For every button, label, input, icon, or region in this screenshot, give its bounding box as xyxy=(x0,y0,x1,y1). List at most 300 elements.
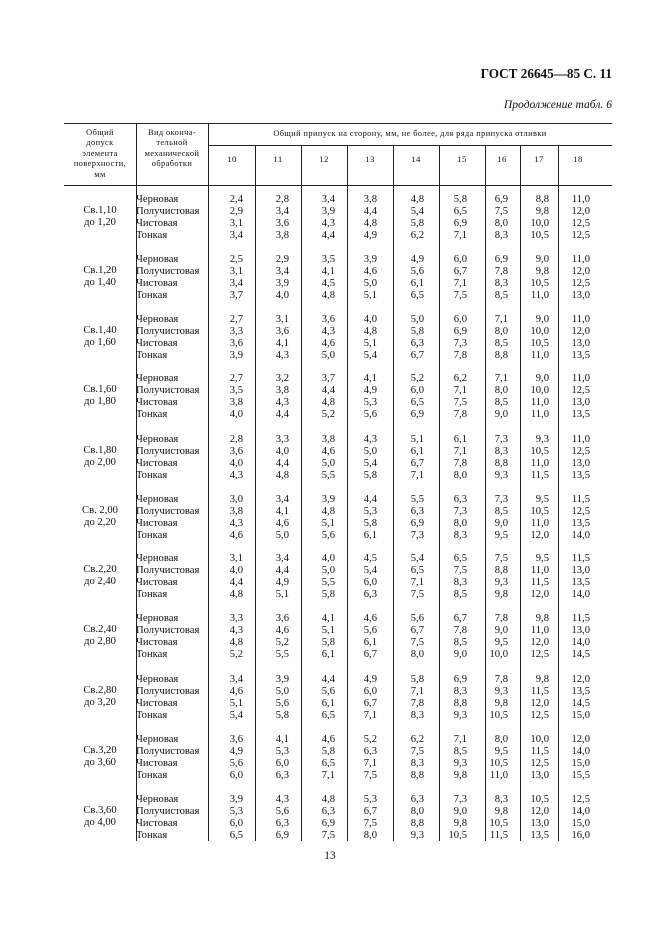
allowance-value: 11,5 xyxy=(530,470,549,481)
tolerance-range-line: до 2,20 xyxy=(84,517,116,528)
allowance-value: 3,8 xyxy=(321,434,335,445)
allowance-value: 5,6 xyxy=(363,409,377,420)
allowance-value: 6,5 xyxy=(321,758,335,769)
finish-type-label: Получистовая xyxy=(136,565,200,576)
tolerance-range-label xyxy=(64,745,136,769)
allowance-value: 7,1 xyxy=(453,230,467,241)
allowance-value: 9,0 xyxy=(453,649,467,660)
finish-type-label: Тонкая xyxy=(136,470,168,481)
allowance-value: 6,0 xyxy=(453,314,467,325)
allowance-value: 5,0 xyxy=(321,565,335,576)
allowance-value: 3,3 xyxy=(229,326,243,337)
allowance-value: 11,5 xyxy=(530,746,549,757)
allowance-value: 4,3 xyxy=(229,470,243,481)
allowance-value: 11,5 xyxy=(571,553,590,564)
allowance-value: 5,4 xyxy=(363,565,377,576)
allowance-value: 11,0 xyxy=(571,373,590,384)
allowance-value: 9,5 xyxy=(494,530,508,541)
allowance-value: 14,5 xyxy=(571,649,590,660)
allowance-value: 8,5 xyxy=(453,637,467,648)
allowance-value: 12,5 xyxy=(530,710,549,721)
allowance-value: 3,4 xyxy=(229,230,243,241)
allowance-value: 6,3 xyxy=(275,818,289,829)
allowance-value: 10,0 xyxy=(530,218,549,229)
allowance-value: 15,0 xyxy=(571,818,590,829)
tolerance-range-line: Св.2,40 xyxy=(83,624,117,635)
allowance-value: 7,5 xyxy=(453,290,467,301)
tolerance-group xyxy=(0,373,661,421)
allowance-value: 9,8 xyxy=(535,613,549,624)
allowance-value: 8,5 xyxy=(453,746,467,757)
tolerance-range-label xyxy=(64,624,136,648)
allowance-value: 5,6 xyxy=(275,698,289,709)
finish-type-label: Тонкая xyxy=(136,589,168,600)
allowance-value: 2,9 xyxy=(229,206,243,217)
allowance-value: 9,5 xyxy=(535,494,549,505)
allowance-value: 7,5 xyxy=(363,818,377,829)
allowance-value: 9,3 xyxy=(494,470,508,481)
tolerance-range-line: Св.2,80 xyxy=(83,685,117,696)
allowance-value: 11,0 xyxy=(530,625,549,636)
allowance-value: 9,8 xyxy=(453,770,467,781)
tolerance-range-line: Св.1,60 xyxy=(83,384,117,395)
allowance-value: 3,4 xyxy=(229,674,243,685)
allowance-value: 3,4 xyxy=(275,266,289,277)
allowance-value: 7,8 xyxy=(453,409,467,420)
tolerance-group xyxy=(0,794,661,842)
allowance-value: 10,5 xyxy=(489,758,508,769)
finish-type-label: Чистовая xyxy=(136,397,178,408)
allowance-value: 7,5 xyxy=(453,565,467,576)
tolerance-range-label xyxy=(64,325,136,349)
allowance-value: 11,0 xyxy=(489,770,508,781)
allowance-value: 7,1 xyxy=(363,710,377,721)
allowance-value: 4,9 xyxy=(275,577,289,588)
allowance-value: 14,5 xyxy=(571,698,590,709)
tolerance-group xyxy=(0,434,661,482)
allowance-value: 5,6 xyxy=(321,530,335,541)
allowance-value: 8,8 xyxy=(535,194,549,205)
allowance-value: 4,4 xyxy=(363,206,377,217)
finish-type-label: Тонкая xyxy=(136,230,168,241)
allowance-value: 12,5 xyxy=(530,758,549,769)
tolerance-range-label xyxy=(64,265,136,289)
allowance-value: 7,1 xyxy=(494,373,508,384)
allowance-value: 2,7 xyxy=(229,314,243,325)
allowance-value: 5,2 xyxy=(410,373,424,384)
allowance-value: 3,3 xyxy=(229,613,243,624)
tolerance-range-line: до 4,00 xyxy=(84,817,116,828)
allowance-value: 4,4 xyxy=(229,577,243,588)
allowance-value: 6,7 xyxy=(410,350,424,361)
allowance-value: 4,4 xyxy=(275,409,289,420)
allowance-value: 7,3 xyxy=(410,530,424,541)
allowance-value: 12,5 xyxy=(571,506,590,517)
allowance-value: 5,0 xyxy=(410,314,424,325)
finish-type-label: Получистовая xyxy=(136,686,200,697)
finish-type-label: Тонкая xyxy=(136,710,168,721)
header-total-tolerance: Общий допуск элемента поверхности, мм xyxy=(73,128,127,179)
allowance-value: 13,0 xyxy=(571,565,590,576)
allowance-value: 12,5 xyxy=(571,794,590,805)
allowance-value: 4,4 xyxy=(275,565,289,576)
allowance-value: 10,5 xyxy=(530,278,549,289)
allowance-value: 3,6 xyxy=(275,326,289,337)
finish-type-label: Черновая xyxy=(136,613,179,624)
allowance-value: 8,0 xyxy=(494,734,508,745)
allowance-value: 4,3 xyxy=(229,518,243,529)
allowance-value: 10,0 xyxy=(489,649,508,660)
allowance-value: 6,5 xyxy=(410,397,424,408)
allowance-value: 4,3 xyxy=(321,218,335,229)
allowance-value: 9,8 xyxy=(535,674,549,685)
allowance-value: 14,0 xyxy=(571,589,590,600)
allowance-value: 7,3 xyxy=(453,794,467,805)
document-header: ГОСТ 26645—85 С. 11 xyxy=(480,66,612,81)
finish-type-label: Чистовая xyxy=(136,218,178,229)
allowance-value: 5,6 xyxy=(363,625,377,636)
allowance-value: 13,5 xyxy=(571,686,590,697)
allowance-value: 11,0 xyxy=(530,565,549,576)
allowance-value: 13,5 xyxy=(571,577,590,588)
allowance-value: 6,7 xyxy=(363,649,377,660)
allowance-value: 9,0 xyxy=(453,806,467,817)
allowance-value: 4,1 xyxy=(321,266,335,277)
allowance-value: 4,8 xyxy=(321,397,335,408)
allowance-value: 6,7 xyxy=(453,613,467,624)
tolerance-range-label xyxy=(64,384,136,408)
finish-type-label: Получистовая xyxy=(136,206,200,217)
allowance-value: 11,0 xyxy=(571,254,590,265)
allowance-value: 4,8 xyxy=(363,218,377,229)
allowance-value: 6,3 xyxy=(363,746,377,757)
finish-type-label: Тонкая xyxy=(136,530,168,541)
allowance-value: 5,2 xyxy=(275,637,289,648)
allowance-value: 8,3 xyxy=(410,710,424,721)
allowance-value: 3,8 xyxy=(275,230,289,241)
allowance-value: 12,5 xyxy=(571,278,590,289)
allowance-value: 6,0 xyxy=(229,818,243,829)
allowance-value: 4,0 xyxy=(363,314,377,325)
allowance-value: 9,3 xyxy=(535,434,549,445)
tolerance-range-line: Св.1,40 xyxy=(83,325,117,336)
tolerance-group xyxy=(0,194,661,242)
allowance-value: 6,1 xyxy=(410,278,424,289)
allowance-value: 14,0 xyxy=(571,637,590,648)
allowance-value: 9,8 xyxy=(494,806,508,817)
allowance-value: 6,1 xyxy=(453,434,467,445)
finish-type-label: Чистовая xyxy=(136,758,178,769)
allowance-value: 5,5 xyxy=(410,494,424,505)
allowance-value: 3,9 xyxy=(275,674,289,685)
allowance-value: 15,0 xyxy=(571,758,590,769)
allowance-value: 13,5 xyxy=(571,409,590,420)
allowance-value: 8,8 xyxy=(494,350,508,361)
allowance-value: 10,5 xyxy=(530,794,549,805)
allowance-value: 8,3 xyxy=(453,530,467,541)
allowance-value: 5,8 xyxy=(321,746,335,757)
allowance-value: 5,0 xyxy=(363,278,377,289)
allowance-value: 3,6 xyxy=(321,314,335,325)
allowance-value: 7,8 xyxy=(453,350,467,361)
allowance-value: 12,0 xyxy=(530,637,549,648)
allowance-value: 11,5 xyxy=(530,686,549,697)
allowance-value: 10,5 xyxy=(530,338,549,349)
tolerance-range-label xyxy=(64,805,136,829)
allowance-value: 4,4 xyxy=(321,230,335,241)
allowance-value: 9,8 xyxy=(535,206,549,217)
allowance-value: 4,8 xyxy=(321,506,335,517)
allowance-value: 5,8 xyxy=(321,589,335,600)
allowance-value: 8,3 xyxy=(494,230,508,241)
allowance-value: 7,5 xyxy=(321,830,335,841)
allowance-value: 9,0 xyxy=(535,373,549,384)
allowance-value: 11,0 xyxy=(571,194,590,205)
allowance-value: 7,1 xyxy=(453,278,467,289)
allowance-value: 4,9 xyxy=(410,254,424,265)
allowance-value: 14,0 xyxy=(571,530,590,541)
allowance-value: 7,3 xyxy=(453,338,467,349)
allowance-value: 11,5 xyxy=(571,613,590,624)
allowance-value: 9,5 xyxy=(494,637,508,648)
tolerance-group xyxy=(0,314,661,362)
table-top-rule xyxy=(64,123,612,124)
allowance-value: 4,6 xyxy=(229,530,243,541)
allowance-value: 6,9 xyxy=(494,254,508,265)
allowance-value: 4,3 xyxy=(229,625,243,636)
allowance-value: 8,8 xyxy=(410,770,424,781)
allowance-value: 4,0 xyxy=(321,553,335,564)
allowance-value: 3,8 xyxy=(229,506,243,517)
tolerance-range-line: Св.1,80 xyxy=(83,445,117,456)
allowance-value: 4,1 xyxy=(321,613,335,624)
allowance-value: 2,8 xyxy=(229,434,243,445)
allowance-value: 6,3 xyxy=(410,506,424,517)
allowance-value: 4,6 xyxy=(229,686,243,697)
allowance-value: 3,9 xyxy=(321,206,335,217)
tolerance-range-line: Св.1,10 xyxy=(83,205,117,216)
allowance-value: 6,0 xyxy=(229,770,243,781)
allowance-value: 4,1 xyxy=(275,734,289,745)
allowance-value: 5,6 xyxy=(410,266,424,277)
allowance-value: 4,6 xyxy=(363,613,377,624)
allowance-value: 2,4 xyxy=(229,194,243,205)
tolerance-range-label xyxy=(64,685,136,709)
allowance-value: 13,5 xyxy=(571,470,590,481)
allowance-value: 3,5 xyxy=(321,254,335,265)
allowance-value: 8,5 xyxy=(453,589,467,600)
allowance-value: 12,0 xyxy=(571,266,590,277)
allowance-value: 13,5 xyxy=(530,830,549,841)
allowance-value: 6,1 xyxy=(321,649,335,660)
allowance-value: 6,3 xyxy=(275,770,289,781)
allowance-value: 6,1 xyxy=(410,446,424,457)
allowance-value: 4,0 xyxy=(275,290,289,301)
allowance-value: 3,7 xyxy=(321,373,335,384)
allowance-value: 6,2 xyxy=(410,734,424,745)
allowance-value: 14,0 xyxy=(571,746,590,757)
col-number-15: 15 xyxy=(457,154,467,164)
allowance-value: 6,3 xyxy=(410,338,424,349)
allowance-value: 11,0 xyxy=(530,409,549,420)
subheader-rule xyxy=(208,145,612,146)
finish-type-label: Черновая xyxy=(136,434,179,445)
allowance-value: 7,8 xyxy=(494,613,508,624)
allowance-value: 13,5 xyxy=(571,518,590,529)
finish-type-label: Получистовая xyxy=(136,385,200,396)
allowance-value: 6,9 xyxy=(410,518,424,529)
allowance-value: 13,0 xyxy=(571,397,590,408)
allowance-value: 5,8 xyxy=(410,326,424,337)
allowance-value: 6,0 xyxy=(363,577,377,588)
allowance-value: 4,1 xyxy=(275,338,289,349)
allowance-value: 10,5 xyxy=(530,506,549,517)
allowance-value: 4,8 xyxy=(321,794,335,805)
allowance-value: 3,9 xyxy=(275,278,289,289)
allowance-value: 4,8 xyxy=(229,637,243,648)
allowance-value: 3,1 xyxy=(229,553,243,564)
col-number-13: 13 xyxy=(365,154,375,164)
allowance-value: 7,5 xyxy=(363,770,377,781)
tolerance-group xyxy=(0,254,661,302)
allowance-value: 7,1 xyxy=(494,314,508,325)
finish-type-label: Чистовая xyxy=(136,698,178,709)
allowance-value: 8,3 xyxy=(494,278,508,289)
allowance-value: 8,3 xyxy=(453,577,467,588)
allowance-value: 6,0 xyxy=(453,254,467,265)
allowance-value: 4,5 xyxy=(321,278,335,289)
allowance-value: 3,9 xyxy=(363,254,377,265)
tolerance-range-label xyxy=(64,564,136,588)
allowance-value: 13,0 xyxy=(571,338,590,349)
allowance-value: 3,6 xyxy=(229,338,243,349)
tolerance-range-line: Св. 2,00 xyxy=(82,505,118,516)
allowance-value: 6,0 xyxy=(410,385,424,396)
allowance-value: 11,5 xyxy=(571,494,590,505)
allowance-value: 5,1 xyxy=(229,698,243,709)
finish-type-label: Тонкая xyxy=(136,649,168,660)
allowance-value: 8,3 xyxy=(494,794,508,805)
tolerance-group xyxy=(0,674,661,722)
allowance-value: 8,0 xyxy=(410,649,424,660)
allowance-value: 5,1 xyxy=(321,625,335,636)
allowance-value: 4,9 xyxy=(363,230,377,241)
tolerance-group xyxy=(0,734,661,782)
finish-type-label: Тонкая xyxy=(136,350,168,361)
allowance-value: 5,4 xyxy=(229,710,243,721)
allowance-value: 5,8 xyxy=(363,518,377,529)
allowance-value: 4,3 xyxy=(275,397,289,408)
allowance-value: 8,0 xyxy=(494,385,508,396)
allowance-value: 5,8 xyxy=(410,674,424,685)
allowance-value: 9,3 xyxy=(494,577,508,588)
allowance-value: 5,4 xyxy=(410,553,424,564)
finish-type-label: Тонкая xyxy=(136,409,168,420)
allowance-value: 3,4 xyxy=(229,278,243,289)
finish-type-label: Тонкая xyxy=(136,290,168,301)
allowance-value: 3,6 xyxy=(275,613,289,624)
allowance-value: 9,3 xyxy=(453,710,467,721)
allowance-value: 11,0 xyxy=(530,458,549,469)
allowance-value: 7,1 xyxy=(410,470,424,481)
allowance-value: 4,0 xyxy=(229,458,243,469)
allowance-value: 4,6 xyxy=(275,625,289,636)
tolerance-range-line: до 2,40 xyxy=(84,576,116,587)
allowance-value: 3,9 xyxy=(321,494,335,505)
allowance-value: 9,0 xyxy=(535,254,549,265)
allowance-value: 3,1 xyxy=(275,314,289,325)
allowance-value: 10,5 xyxy=(489,710,508,721)
allowance-value: 13,5 xyxy=(571,350,590,361)
allowance-value: 5,1 xyxy=(275,589,289,600)
finish-type-label: Черновая xyxy=(136,373,179,384)
finish-type-label: Получистовая xyxy=(136,746,200,757)
allowance-value: 5,4 xyxy=(410,206,424,217)
allowance-value: 4,1 xyxy=(275,506,289,517)
allowance-value: 3,1 xyxy=(229,266,243,277)
allowance-value: 5,8 xyxy=(410,218,424,229)
allowance-value: 12,5 xyxy=(571,230,590,241)
allowance-value: 8,5 xyxy=(494,397,508,408)
allowance-value: 7,1 xyxy=(363,758,377,769)
finish-type-label: Черновая xyxy=(136,553,179,564)
allowance-value: 15,5 xyxy=(571,770,590,781)
allowance-value: 4,9 xyxy=(363,385,377,396)
allowance-value: 8,0 xyxy=(453,518,467,529)
allowance-value: 6,9 xyxy=(453,326,467,337)
allowance-value: 13,0 xyxy=(571,625,590,636)
allowance-value: 11,0 xyxy=(571,314,590,325)
allowance-value: 4,6 xyxy=(321,734,335,745)
allowance-value: 9,8 xyxy=(535,266,549,277)
finish-type-label: Чистовая xyxy=(136,338,178,349)
allowance-value: 8,5 xyxy=(494,338,508,349)
finish-type-label: Тонкая xyxy=(136,770,168,781)
allowance-value: 7,1 xyxy=(321,770,335,781)
finish-type-label: Черновая xyxy=(136,194,179,205)
allowance-value: 16,0 xyxy=(571,830,590,841)
finish-type-label: Чистовая xyxy=(136,458,178,469)
allowance-value: 5,4 xyxy=(363,350,377,361)
allowance-value: 5,0 xyxy=(275,530,289,541)
allowance-value: 4,4 xyxy=(321,674,335,685)
finish-type-label: Черновая xyxy=(136,674,179,685)
allowance-value: 5,0 xyxy=(321,350,335,361)
allowance-value: 6,9 xyxy=(494,194,508,205)
allowance-value: 8,5 xyxy=(494,506,508,517)
allowance-value: 3,4 xyxy=(275,494,289,505)
allowance-value: 12,0 xyxy=(530,698,549,709)
allowance-value: 8,5 xyxy=(494,290,508,301)
allowance-value: 5,6 xyxy=(321,686,335,697)
allowance-value: 3,1 xyxy=(229,218,243,229)
allowance-value: 4,6 xyxy=(321,446,335,457)
page-number: 13 xyxy=(324,850,336,862)
allowance-value: 3,6 xyxy=(229,446,243,457)
allowance-value: 7,8 xyxy=(453,625,467,636)
allowance-value: 3,6 xyxy=(229,734,243,745)
allowance-value: 6,1 xyxy=(363,530,377,541)
col-number-10: 10 xyxy=(227,154,237,164)
allowance-value: 6,5 xyxy=(410,290,424,301)
tolerance-group xyxy=(0,613,661,661)
allowance-value: 8,3 xyxy=(410,758,424,769)
tolerance-group xyxy=(0,494,661,542)
allowance-value: 7,8 xyxy=(453,458,467,469)
allowance-value: 8,3 xyxy=(453,686,467,697)
allowance-value: 8,0 xyxy=(494,326,508,337)
allowance-value: 7,5 xyxy=(410,589,424,600)
